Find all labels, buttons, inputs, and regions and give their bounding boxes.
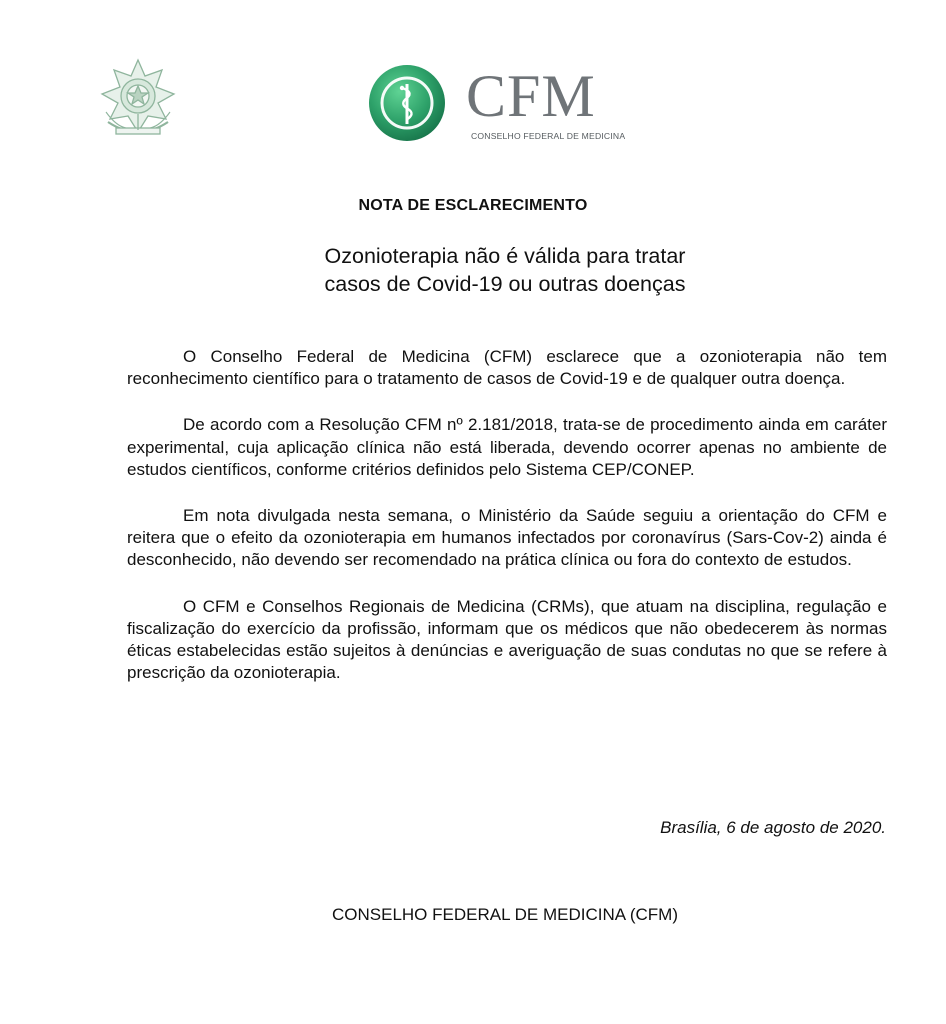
body-paragraph: De acordo com a Resolução CFM nº 2.181/2018, trata-se de procedimento ainda em caráter experimental, cuja aplicação clínica não está liberada, devendo ocorrer apenas no ambiente de estudos científicos, conforme critérios definidos pelo Sistema CEP/CONEP. xyxy=(127,415,887,479)
cfm-logo xyxy=(368,64,638,144)
title-line: casos de Covid-19 ou outras doenças xyxy=(324,272,686,296)
brazil-coat-of-arms-icon xyxy=(96,56,180,140)
signature: CONSELHO FEDERAL DE MEDICINA (CFM) xyxy=(331,905,679,924)
document-title xyxy=(0,242,946,298)
document-heading: NOTA DE ESCLARECIMENTO xyxy=(358,197,588,214)
title-line: Ozonioterapia não é válida para tratar xyxy=(324,244,686,268)
body-paragraph: O Conselho Federal de Medicina (CFM) esclarece que a ozonioterapia não tem reconhecimento científico para o tratamento de casos de Covid-19 e de qualquer outra doença. xyxy=(127,347,887,389)
body-paragraph: O CFM e Conselhos Regionais de Medicina (CRMs), que atuam na disciplina, regulação e fiscalização do exercício da profissão, informam que os médicos que não obedecerem às normas éticas estabelecidas estão sujeitos à denúncias e averiguação de suas condutas no que se refere à prescrição da ozonioterapia. xyxy=(127,596,887,683)
body-paragraph: Em nota divulgada nesta semana, o Ministério da Saúde seguiu a orientação do CFM e reitera que o efeito da ozonioterapia em humanos infectados por coronavírus (Sars-Cov-2) ainda é desconhecido, não devendo ser recomendado na prática clínica ou fora do contexto de estudos. xyxy=(127,506,887,570)
logo-subtitle: CONSELHO FEDERAL DE MEDICINA xyxy=(471,131,626,141)
document-body xyxy=(127,346,887,708)
logo-wordmark: CFM xyxy=(466,63,596,129)
place-and-date: Brasília, 6 de agosto de 2020. xyxy=(660,818,886,837)
staff-of-asclepius-icon xyxy=(368,64,446,142)
